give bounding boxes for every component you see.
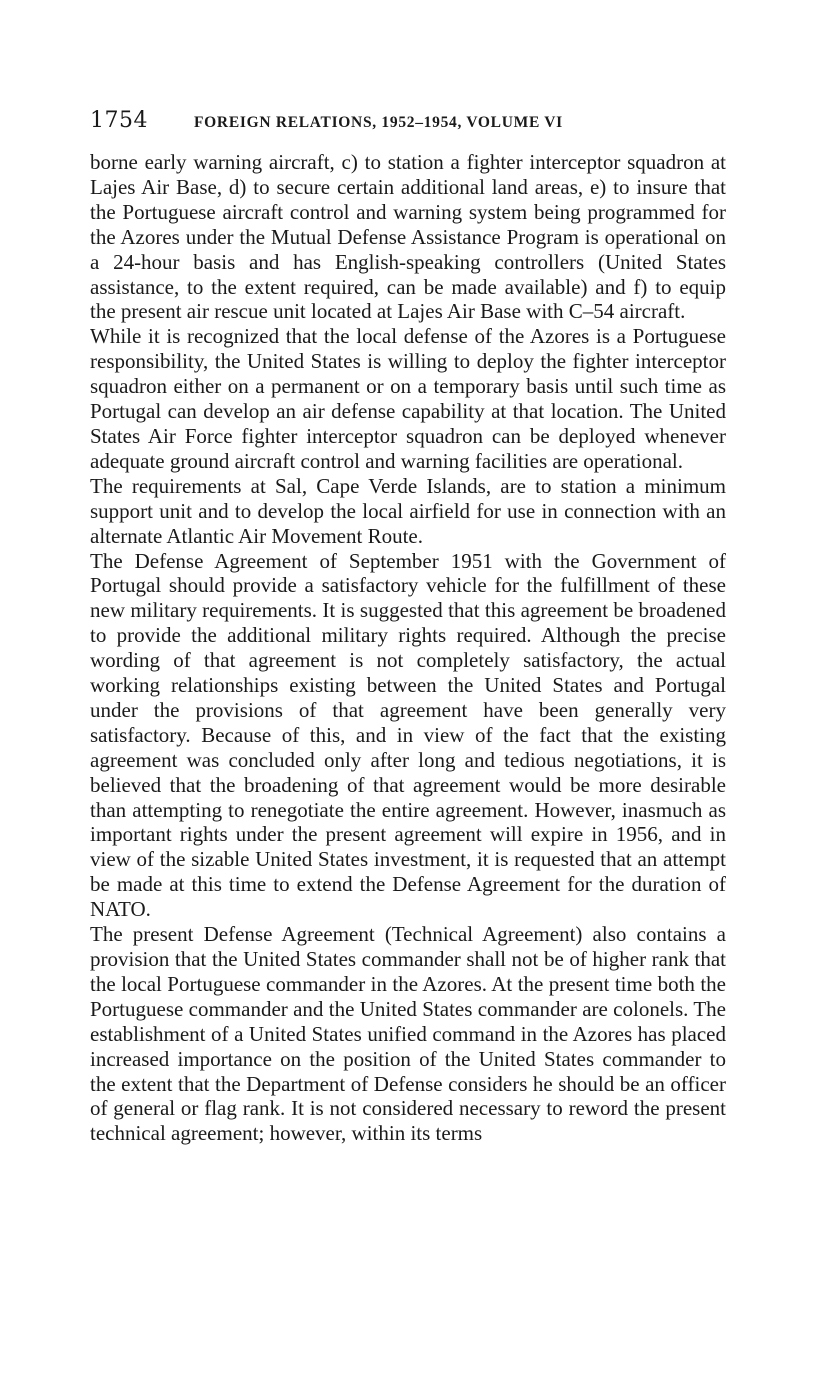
paragraph-technical-agreement: The present Defense Agreement (Technical Agreement) also contains a provision that the United States commander shall not be of higher rank that the local Portuguese commander in the Azores. At the present time both the Portuguese commander and the United States commander are colonels. The establishment of a United States unified command in the Azores has placed increased importance on the position of the United States commander to the extent that the Department of Defense considers he should be an officer of general or flag rank. It is not considered necessary to reword the present technical agreement; however, within its terms <box>90 922 726 1146</box>
page-number: 1754 <box>90 108 148 133</box>
paragraph-defense-agreement: The Defense Agreement of September 1951 with the Government of Portugal should provide a satisfactory vehicle for the fulfillment of these new military requirements. It is suggested that this agreement be broadened to provide the additional military rights required. Although the precise wording of that agreement is not completely satisfactory, the actual working relationships existing between the United States and Portugal under the provisions of that agreement have been generally very satisfactory. Because of this, and in view of the fact that the existing agreement was concluded only after long and tedious negotiations, it is believed that the broadening of that agreement would be more desirable than attempting to renegotiate the entire agreement. However, inasmuch as important rights under the present agreement will expire in 1956, and in view of the sizable United States investment, it is requested that an attempt be made at this time to extend the Defense Agreement for the duration of NATO. <box>90 548 726 922</box>
paragraph-sal-requirements: The requirements at Sal, Cape Verde Islands, are to station a minimum support unit and to develop the local airfield for use in connection with an alternate Atlantic Air Movement Route. <box>90 473 726 548</box>
paragraph-continuation: borne early warning aircraft, c) to station a fighter interceptor squadron at Lajes Air Base, d) to secure certain additional land areas, e) to insure that the Portuguese aircraft control and warning system being programmed for the Azores under the Mutual Defense Assistance Program is operational on a 24-hour basis and has English-speaking controllers (United States assistance, to the extent required, can be made available) and f) to equip the present air rescue unit located at Lajes Air Base with C–54 aircraft. <box>90 150 726 324</box>
running-head <box>90 108 726 144</box>
running-title: FOREIGN RELATIONS, 1952–1954, VOLUME VI <box>194 114 563 131</box>
body-text <box>90 150 726 1146</box>
document-page <box>90 108 726 1146</box>
paragraph-local-defense: While it is recognized that the local defense of the Azores is a Portuguese responsibility, the United States is willing to deploy the fighter interceptor squadron either on a permanent or on a temporary basis until such time as Portugal can develop an air defense capability at that location. The United States Air Force fighter interceptor squadron can be deployed whenever adequate ground aircraft control and warning facilities are operational. <box>90 324 726 473</box>
